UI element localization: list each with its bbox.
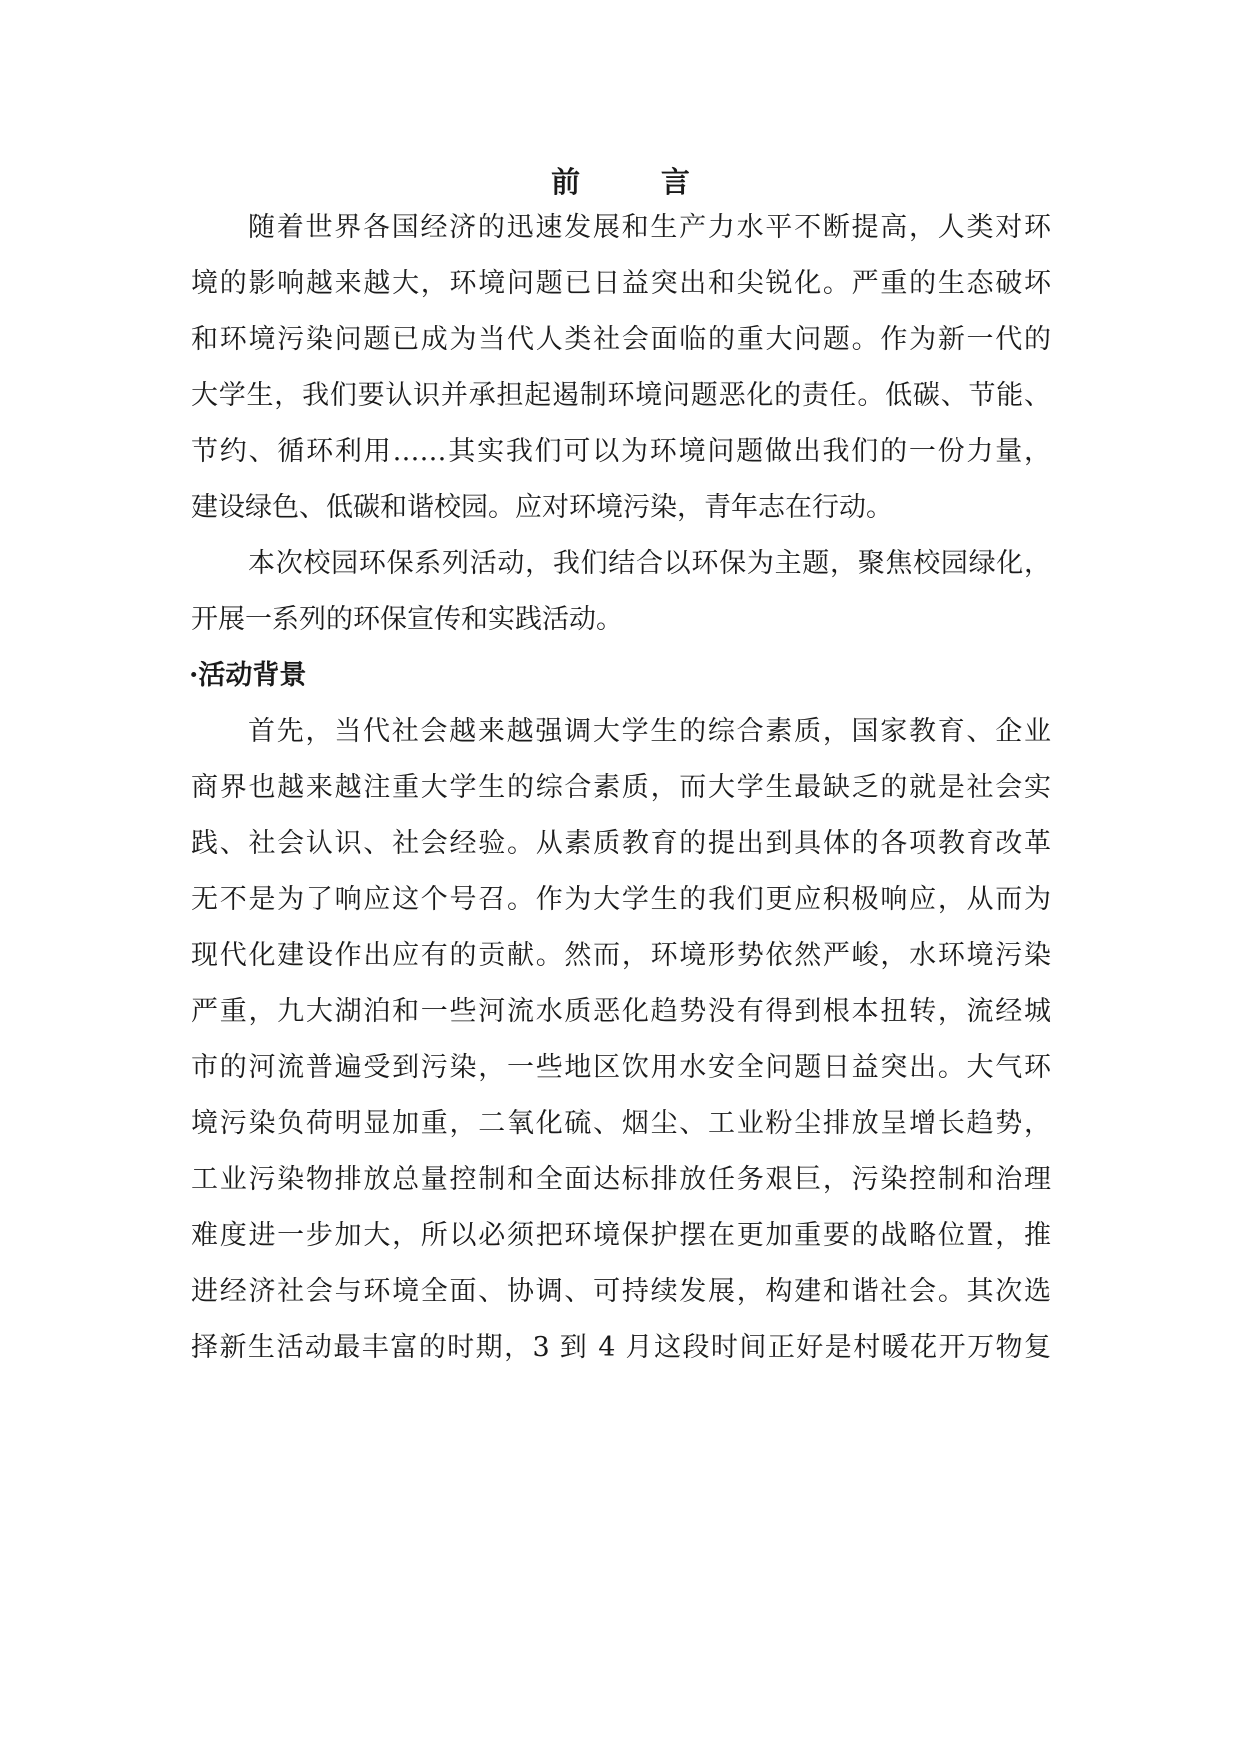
page-title: 前 言 xyxy=(551,165,690,199)
intro-p2-line: 开展一系列的环保宣传和实践活动。 xyxy=(191,604,623,635)
background-line: 进经济社会与环境全面、协调、可持续发展，构建和谐社会。其次选 xyxy=(191,1276,1051,1307)
background-line: 难度进一步加大，所以必须把环境保护摆在更加重要的战略位置，推 xyxy=(191,1220,1051,1251)
intro-p1-line: 建设绿色、低碳和谐校园。应对环境污染，青年志在行动。 xyxy=(191,492,893,523)
background-line: 无不是为了响应这个号召。作为大学生的我们更应积极响应，从而为 xyxy=(191,884,1051,915)
background-line: 现代化建设作出应有的贡献。然而，环境形势依然严峻，水环境污染 xyxy=(191,940,1051,971)
intro-p1-line: 大学生，我们要认识并承担起遏制环境问题恶化的责任。低碳、节能、 xyxy=(191,380,1051,411)
background-line: 严重，九大湖泊和一些河流水质恶化趋势没有得到根本扭转，流经城 xyxy=(191,996,1051,1027)
background-line: 择新生活动最丰富的时期，3 到 4 月这段时间正好是村暖花开万物复 xyxy=(191,1332,1051,1363)
background-line: 践、社会认识、社会经验。从素质教育的提出到具体的各项教育改革 xyxy=(191,828,1051,859)
intro-p1-line: 随着世界各国经济的迅速发展和生产力水平不断提高，人类对环 xyxy=(248,212,1051,243)
intro-p1-line: 和环境污染问题已成为当代人类社会面临的重大问题。作为新一代的 xyxy=(191,324,1051,355)
intro-p1-line: 节约、循环利用……其实我们可以为环境问题做出我们的一份力量， xyxy=(191,436,1051,467)
intro-p1-line: 境的影响越来越大，环境问题已日益突出和尖锐化。严重的生态破坏 xyxy=(191,268,1051,299)
background-line: 境污染负荷明显加重，二氧化硫、烟尘、工业粉尘排放呈增长趋势， xyxy=(191,1108,1051,1139)
background-line: 首先，当代社会越来越强调大学生的综合素质，国家教育、企业 xyxy=(248,716,1051,747)
section-heading: ·活动背景 xyxy=(189,660,307,691)
intro-p2-line: 本次校园环保系列活动，我们结合以环保为主题，聚焦校园绿化， xyxy=(248,548,1051,579)
background-line: 商界也越来越注重大学生的综合素质，而大学生最缺乏的就是社会实 xyxy=(191,772,1051,803)
background-line: 工业污染物排放总量控制和全面达标排放任务艰巨，污染控制和治理 xyxy=(191,1164,1051,1195)
background-line: 市的河流普遍受到污染，一些地区饮用水安全问题日益突出。大气环 xyxy=(191,1052,1051,1083)
